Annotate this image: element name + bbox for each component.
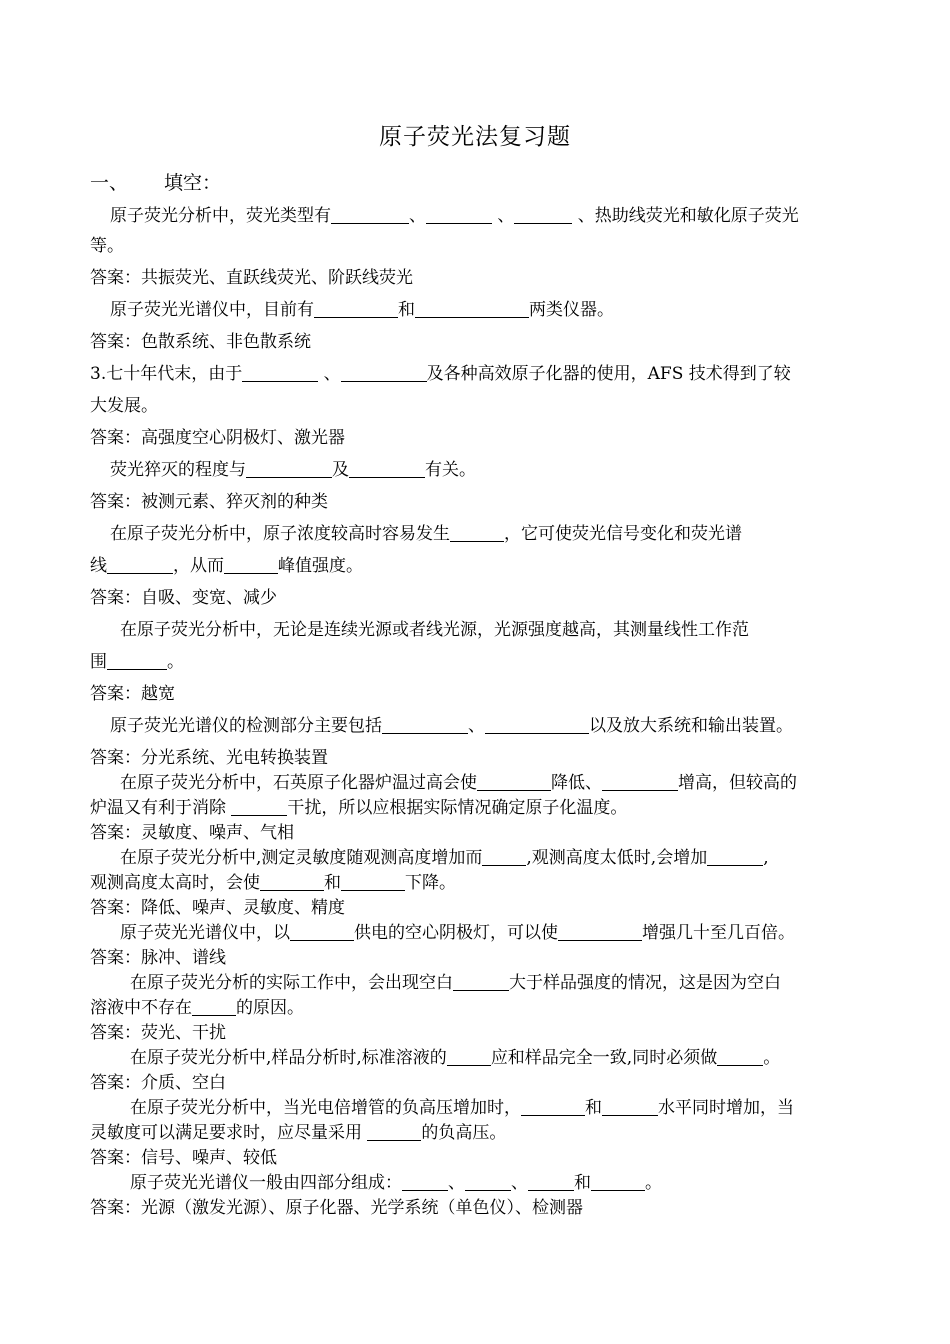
answer-blank [450, 523, 504, 542]
question-text: 和 [398, 300, 415, 320]
question-text: 两类仪器。 [529, 300, 614, 320]
question-text: 、热助线荧光和敏化原子荧光 [572, 206, 799, 226]
question-12 [130, 1046, 780, 1070]
question-text: 以及放大系统和输出装置。 [589, 716, 793, 736]
question-10 [120, 921, 795, 945]
question-text: 的原因。 [236, 998, 304, 1018]
answer-blank [382, 715, 468, 734]
question-text: 在原子荧光分析中，原子浓度较高时容易发生 [110, 524, 450, 544]
question-11-line-2 [90, 996, 304, 1020]
question-text: ，从而 [173, 556, 224, 576]
question-5-line-1 [110, 522, 742, 546]
question-text: 降低、 [551, 773, 602, 793]
question-1-line-1 [110, 204, 799, 228]
answer-blank [485, 715, 589, 734]
answer-2: 答案：色散系统、非色散系统 [90, 332, 311, 352]
question-6-line-2 [90, 650, 184, 674]
answer-blank [558, 922, 642, 941]
answer-blank [477, 772, 551, 791]
answer-blank [707, 847, 763, 866]
answer-7: 答案：分光系统、光电转换装置 [90, 748, 328, 768]
question-text: 和 [324, 873, 341, 893]
question-text: 。 [645, 1173, 662, 1193]
question-text: 在原子荧光分析中,测定灵敏度随观测高度增加而 [120, 848, 483, 868]
question-text: 在原子荧光分析的实际工作中，会出现空白 [130, 973, 453, 993]
question-text: 、 [468, 716, 485, 736]
answer-blank [717, 1047, 763, 1066]
question-3-line-1 [90, 362, 791, 386]
question-text: 原子荧光光谱仪中，目前有 [110, 300, 314, 320]
answer-blank [341, 363, 427, 382]
answer-blank [402, 1172, 448, 1191]
question-text: 。 [167, 652, 184, 672]
question-6-line-1: 在原子荧光分析中，无论是连续光源或者线光源，光源强度越高，其测量线性工作范 [120, 620, 749, 640]
question-text: 在原子荧光分析中,样品分析时,标准溶液的 [130, 1048, 447, 1068]
answer-12: 答案：介质、空白 [90, 1073, 226, 1093]
question-text: 围 [90, 652, 107, 672]
answer-blank [349, 459, 425, 478]
question-text: 和 [585, 1098, 602, 1118]
question-8-line-2 [90, 796, 627, 820]
answer-5: 答案：自吸、变宽、减少 [90, 588, 277, 608]
question-11-line-1 [130, 971, 781, 995]
question-text: 及各种高效原子化器的使用，AFS 技术得到了较 [426, 364, 791, 384]
question-text: 观测高度太高时，会使 [90, 873, 260, 893]
question-text: 及 [332, 460, 349, 480]
question-text: 的负高压。 [421, 1123, 507, 1143]
answer-blank [192, 997, 236, 1016]
answer-blank [367, 1122, 421, 1141]
question-text: 原子荧光光谱仪一般由四部分组成： [130, 1173, 402, 1193]
question-text: 、 [318, 364, 341, 384]
question-text: 供电的空心阴极灯，可以使 [354, 923, 558, 943]
question-text: 峰值强度。 [278, 556, 363, 576]
answer-blank [242, 363, 318, 382]
answer-6: 答案：越宽 [90, 684, 175, 704]
question-text: 线 [90, 556, 107, 576]
answer-blank [260, 872, 324, 891]
answer-14: 答案：光源（激发光源）、原子化器、光学系统（单色仪）、检测器 [90, 1198, 583, 1218]
question-text: 、 [448, 1173, 465, 1193]
question-9-line-2 [90, 871, 456, 895]
question-4 [110, 458, 476, 482]
question-14 [130, 1171, 662, 1195]
answer-blank [331, 205, 409, 224]
answer-blank [415, 299, 529, 318]
question-text: 、 [511, 1173, 528, 1193]
answer-blank [246, 459, 332, 478]
answer-blank [426, 205, 492, 224]
question-3-line-2: 大发展。 [90, 396, 158, 416]
answer-blank [453, 972, 509, 991]
question-text: 水平同时增加，当 [658, 1098, 794, 1118]
question-text: , [763, 848, 769, 868]
question-text: 荧光猝灭的程度与 [110, 460, 246, 480]
question-text: 下降。 [405, 873, 456, 893]
question-text: 增高，但较高的 [678, 773, 797, 793]
answer-blank [107, 651, 167, 670]
question-8-line-1 [120, 771, 797, 795]
answer-blank [224, 555, 278, 574]
question-text: 干扰，所以应根据实际情况确定原子化温度。 [287, 798, 628, 818]
document-title: 原子荧光法复习题 [379, 124, 571, 150]
question-text: 在原子荧光分析中，石英原子化器炉温过高会使 [120, 773, 477, 793]
answer-blank [341, 872, 405, 891]
section-label: 填空： [164, 172, 222, 194]
answer-blank [521, 1097, 585, 1116]
answer-blank [447, 1047, 491, 1066]
question-9-line-1 [120, 846, 769, 870]
question-text: ，它可使荧光信号变化和荧光谱 [504, 524, 742, 544]
question-text: 增强几十至几百倍。 [642, 923, 795, 943]
question-13-line-2 [90, 1121, 506, 1145]
answer-13: 答案：信号、噪声、较低 [90, 1148, 277, 1168]
question-text: 大于样品强度的情况，这是因为空白 [509, 973, 781, 993]
answer-blank [314, 299, 398, 318]
question-1-line-2: 等。 [90, 236, 124, 256]
answer-10: 答案：脉冲、谱线 [90, 948, 226, 968]
answer-blank [231, 797, 287, 816]
answer-blank [482, 847, 526, 866]
answer-3: 答案：高强度空心阴极灯、激光器 [90, 428, 345, 448]
question-5-line-2 [90, 554, 363, 578]
question-text: 原子荧光光谱仪中，以 [120, 923, 290, 943]
question-text: 溶液中不存在 [90, 998, 192, 1018]
answer-1: 答案：共振荧光、直跃线荧光、阶跃线荧光 [90, 268, 413, 288]
answer-8: 答案：灵敏度、噪声、气相 [90, 823, 294, 843]
question-text: 在原子荧光分析中，当光电倍增管的负高压增加时， [130, 1098, 521, 1118]
question-text: 。 [763, 1048, 781, 1068]
answer-blank [107, 555, 173, 574]
answer-blank [602, 1097, 658, 1116]
section-heading [90, 168, 221, 195]
answer-blank [465, 1172, 511, 1191]
question-text: 有关。 [425, 460, 476, 480]
question-text: 炉温又有利于消除 [90, 798, 232, 818]
question-text: 应和样品完全一致,同时必须做 [490, 1048, 718, 1068]
question-text: 灵敏度可以满足要求时，应尽量采用 [90, 1123, 368, 1143]
answer-blank [528, 1172, 574, 1191]
question-text: ,观测高度太低时,会增加 [526, 848, 708, 868]
answer-blank [514, 205, 572, 224]
answer-blank [602, 772, 678, 791]
answer-blank [290, 922, 354, 941]
question-2 [110, 298, 614, 322]
question-7 [110, 714, 793, 738]
question-text: 3.七十年代末，由于 [90, 364, 243, 384]
question-text: 、 [409, 206, 426, 226]
question-text: 和 [574, 1173, 591, 1193]
question-13-line-1 [130, 1096, 794, 1120]
question-text: 原子荧光分析中，荧光类型有 [110, 206, 331, 226]
answer-4: 答案：被测元素、猝灭剂的种类 [90, 492, 328, 512]
answer-blank [591, 1172, 645, 1191]
section-number: 一、 [90, 172, 129, 194]
answer-11: 答案：荧光、干扰 [90, 1023, 226, 1043]
question-text: 原子荧光光谱仪的检测部分主要包括 [110, 716, 382, 736]
answer-9: 答案：降低、噪声、灵敏度、精度 [90, 898, 345, 918]
question-text: 、 [492, 206, 515, 226]
